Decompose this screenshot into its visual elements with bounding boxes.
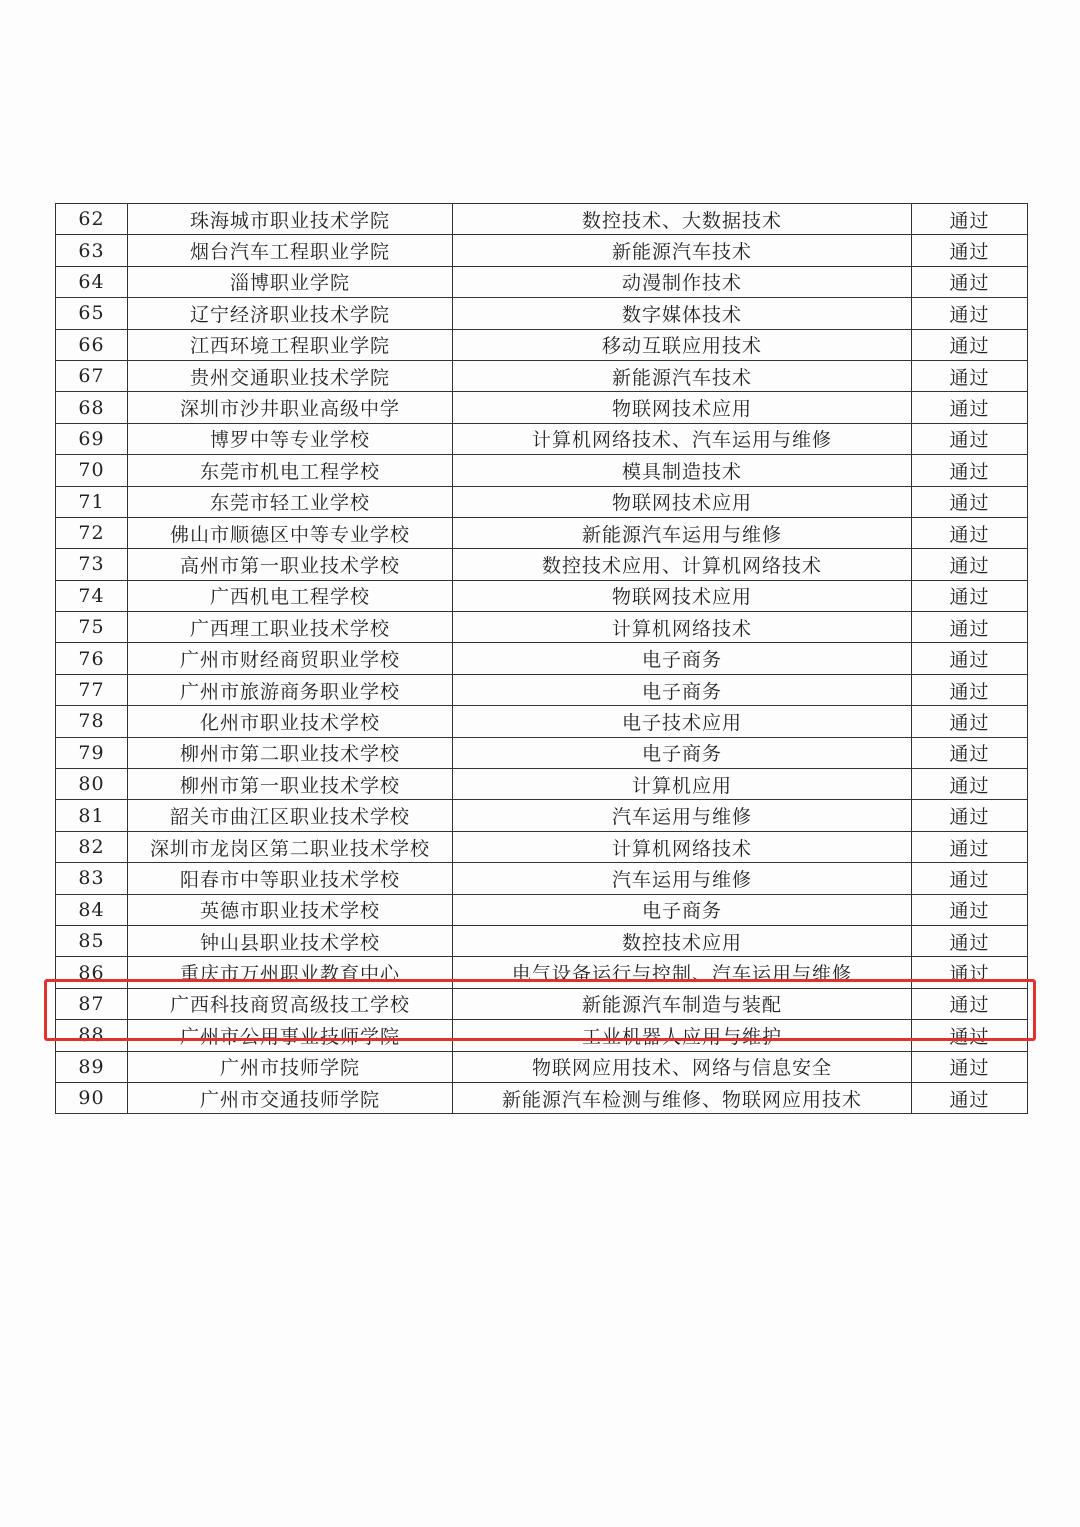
row-number: 70 [56, 455, 128, 486]
result-status: 通过 [912, 1082, 1028, 1113]
major-name: 动漫制作技术 [453, 266, 912, 297]
major-name: 新能源汽车技术 [453, 360, 912, 391]
major-name: 新能源汽车制造与装配 [453, 988, 912, 1019]
result-status: 通过 [912, 831, 1028, 862]
row-number: 78 [56, 706, 128, 737]
major-name: 计算机网络技术、汽车运用与维修 [453, 423, 912, 454]
major-name: 新能源汽车运用与维修 [453, 517, 912, 548]
result-status: 通过 [912, 549, 1028, 580]
school-name: 烟台汽车工程职业学院 [128, 235, 453, 266]
school-name: 阳春市中等职业技术学校 [128, 863, 453, 894]
row-number: 82 [56, 831, 128, 862]
school-name: 韶关市曲江区职业技术学校 [128, 800, 453, 831]
major-name: 物联网应用技术、网络与信息安全 [453, 1051, 912, 1082]
row-number: 68 [56, 392, 128, 423]
school-name: 深圳市龙岗区第二职业技术学校 [128, 831, 453, 862]
table-row [56, 831, 1028, 862]
table-row [56, 392, 1028, 423]
row-number: 72 [56, 517, 128, 548]
major-name: 汽车运用与维修 [453, 863, 912, 894]
school-name: 辽宁经济职业技术学院 [128, 298, 453, 329]
table-row [56, 612, 1028, 643]
row-number: 73 [56, 549, 128, 580]
major-name: 计算机应用 [453, 769, 912, 800]
row-number: 64 [56, 266, 128, 297]
school-name: 钟山县职业技术学校 [128, 925, 453, 956]
result-status: 通过 [912, 423, 1028, 454]
school-name: 深圳市沙井职业高级中学 [128, 392, 453, 423]
school-name: 广西理工职业技术学校 [128, 612, 453, 643]
result-status: 通过 [912, 486, 1028, 517]
school-name: 重庆市万州职业教育中心 [128, 957, 453, 988]
row-number: 62 [56, 204, 128, 235]
results-table [55, 203, 1028, 1114]
major-name: 电子技术应用 [453, 706, 912, 737]
result-status: 通过 [912, 957, 1028, 988]
major-name: 模具制造技术 [453, 455, 912, 486]
result-status: 通过 [912, 392, 1028, 423]
result-status: 通过 [912, 580, 1028, 611]
table-row [56, 737, 1028, 768]
major-name: 数字媒体技术 [453, 298, 912, 329]
school-name: 珠海城市职业技术学院 [128, 204, 453, 235]
school-name: 东莞市机电工程学校 [128, 455, 453, 486]
table-row [56, 204, 1028, 235]
result-status: 通过 [912, 769, 1028, 800]
table-row [56, 517, 1028, 548]
table-row [56, 486, 1028, 517]
result-status: 通过 [912, 298, 1028, 329]
table-row [56, 1020, 1028, 1051]
table-row [56, 674, 1028, 705]
row-number: 80 [56, 769, 128, 800]
major-name: 新能源汽车技术 [453, 235, 912, 266]
result-status: 通过 [912, 988, 1028, 1019]
major-name: 物联网技术应用 [453, 580, 912, 611]
row-number: 65 [56, 298, 128, 329]
table-row [56, 580, 1028, 611]
major-name: 电子商务 [453, 674, 912, 705]
major-name: 物联网技术应用 [453, 392, 912, 423]
major-name: 数控技术应用、计算机网络技术 [453, 549, 912, 580]
major-name: 新能源汽车检测与维修、物联网应用技术 [453, 1082, 912, 1113]
school-name: 博罗中等专业学校 [128, 423, 453, 454]
result-status: 通过 [912, 204, 1028, 235]
row-number: 85 [56, 925, 128, 956]
row-number: 83 [56, 863, 128, 894]
row-number: 74 [56, 580, 128, 611]
school-name: 高州市第一职业技术学校 [128, 549, 453, 580]
result-status: 通过 [912, 1051, 1028, 1082]
school-name: 化州市职业技术学校 [128, 706, 453, 737]
major-name: 电子商务 [453, 737, 912, 768]
table-row [56, 423, 1028, 454]
table-row [56, 235, 1028, 266]
table-row [56, 957, 1028, 988]
table-row [56, 329, 1028, 360]
table-row-highlighted [56, 988, 1028, 1019]
row-number: 77 [56, 674, 128, 705]
result-status: 通过 [912, 643, 1028, 674]
major-name: 电子商务 [453, 643, 912, 674]
school-name: 广西机电工程学校 [128, 580, 453, 611]
table-row [56, 1082, 1028, 1113]
school-name: 广州市旅游商务职业学校 [128, 674, 453, 705]
school-name: 广州市交通技师学院 [128, 1082, 453, 1113]
row-number: 76 [56, 643, 128, 674]
school-name: 贵州交通职业技术学院 [128, 360, 453, 391]
row-number: 89 [56, 1051, 128, 1082]
row-number: 63 [56, 235, 128, 266]
result-status: 通过 [912, 455, 1028, 486]
school-name: 广西科技商贸高级技工学校 [128, 988, 453, 1019]
table-row [56, 1051, 1028, 1082]
school-name: 广州市财经商贸职业学校 [128, 643, 453, 674]
result-status: 通过 [912, 800, 1028, 831]
table-row [56, 298, 1028, 329]
school-name: 柳州市第一职业技术学校 [128, 769, 453, 800]
result-status: 通过 [912, 894, 1028, 925]
major-name: 汽车运用与维修 [453, 800, 912, 831]
result-status: 通过 [912, 1020, 1028, 1051]
major-name: 数控技术、大数据技术 [453, 204, 912, 235]
result-status: 通过 [912, 674, 1028, 705]
row-number: 84 [56, 894, 128, 925]
table-row [56, 266, 1028, 297]
row-number: 81 [56, 800, 128, 831]
result-status: 通过 [912, 360, 1028, 391]
row-number: 66 [56, 329, 128, 360]
school-name: 英德市职业技术学校 [128, 894, 453, 925]
table-row [56, 863, 1028, 894]
table-row [56, 894, 1028, 925]
school-name: 东莞市轻工业学校 [128, 486, 453, 517]
table-row [56, 769, 1028, 800]
table-row [56, 925, 1028, 956]
table-row [56, 706, 1028, 737]
major-name: 物联网技术应用 [453, 486, 912, 517]
row-number: 86 [56, 957, 128, 988]
row-number: 90 [56, 1082, 128, 1113]
table-row [56, 360, 1028, 391]
table-row [56, 455, 1028, 486]
school-name: 广州市技师学院 [128, 1051, 453, 1082]
result-status: 通过 [912, 266, 1028, 297]
row-number: 67 [56, 360, 128, 391]
major-name: 计算机网络技术 [453, 612, 912, 643]
major-name: 计算机网络技术 [453, 831, 912, 862]
table-row [56, 549, 1028, 580]
row-number: 75 [56, 612, 128, 643]
row-number: 87 [56, 988, 128, 1019]
school-name: 淄博职业学院 [128, 266, 453, 297]
table-row [56, 643, 1028, 674]
major-name: 移动互联应用技术 [453, 329, 912, 360]
result-status: 通过 [912, 737, 1028, 768]
row-number: 79 [56, 737, 128, 768]
school-name: 广州市公用事业技师学院 [128, 1020, 453, 1051]
school-name: 佛山市顺德区中等专业学校 [128, 517, 453, 548]
result-status: 通过 [912, 706, 1028, 737]
result-status: 通过 [912, 925, 1028, 956]
school-name: 江西环境工程职业学院 [128, 329, 453, 360]
major-name: 电气设备运行与控制、汽车运用与维修 [453, 957, 912, 988]
row-number: 88 [56, 1020, 128, 1051]
school-name: 柳州市第二职业技术学校 [128, 737, 453, 768]
table-row [56, 800, 1028, 831]
row-number: 69 [56, 423, 128, 454]
result-status: 通过 [912, 612, 1028, 643]
row-number: 71 [56, 486, 128, 517]
result-status: 通过 [912, 863, 1028, 894]
result-status: 通过 [912, 235, 1028, 266]
major-name: 数控技术应用 [453, 925, 912, 956]
result-status: 通过 [912, 517, 1028, 548]
major-name: 工业机器人应用与维护 [453, 1020, 912, 1051]
major-name: 电子商务 [453, 894, 912, 925]
result-status: 通过 [912, 329, 1028, 360]
